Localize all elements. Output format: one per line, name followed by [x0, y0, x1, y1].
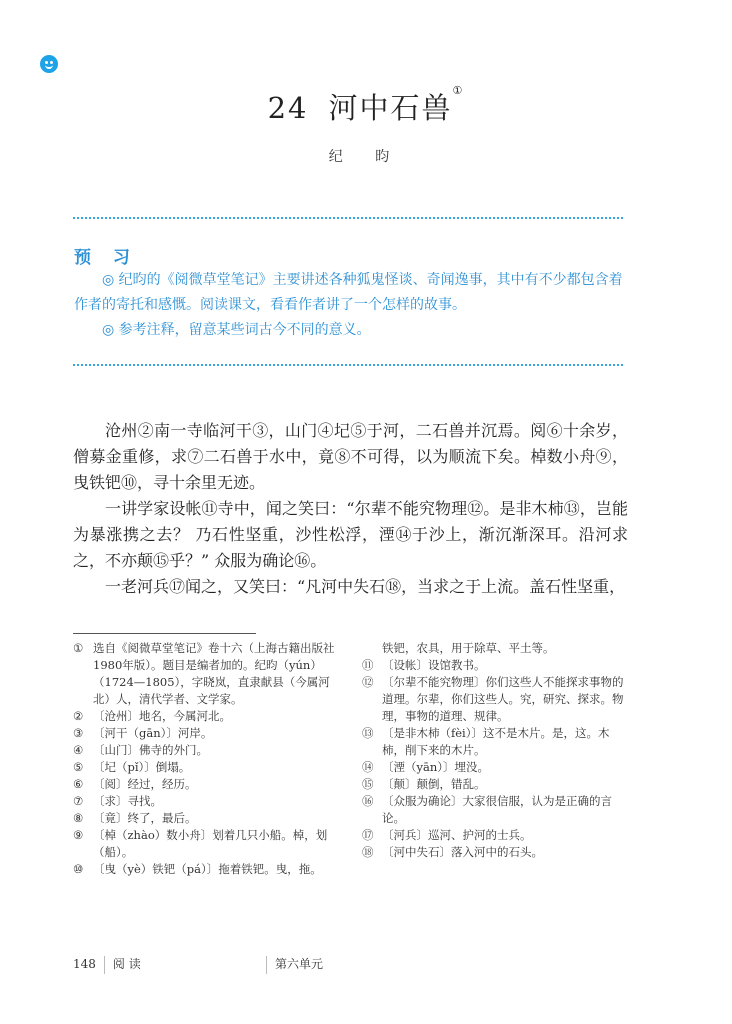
preview-top-divider	[73, 217, 623, 219]
lesson-title	[0, 86, 732, 127]
footnote: ⑰ 〔河兵〕巡河、护河的士兵。	[362, 828, 532, 842]
preview-box	[74, 268, 626, 343]
paragraph: 沧州②南一寺临河干③，山门④圮⑤于河，二石兽并沉焉。阅⑥十余岁，僧募金重修，求⑦二石兽于水中，竟⑧不可得，以为顺流下矣。棹数小舟⑨，曳铁钯⑩，寻十余里无迹。	[73, 421, 628, 492]
paragraph: 一讲学家设帐⑪寺中，闻之笑曰：“尔辈不能究物理⑫。是非木柿⑬，岂能为暴涨携之去？ 乃石性坚重，沙性松浮，湮⑭于沙上，渐沉渐深耳。沿河求之，不亦颠⑮乎？” 众服为确论⑯。	[73, 499, 628, 570]
footnote: ⑩ 〔曳（yè）铁钯（pá）〕拖着铁钯。曳，拖。	[73, 862, 322, 876]
unit-label: 第六单元	[275, 957, 324, 971]
footnote: ⑪ 〔设帐〕设馆教书。	[362, 658, 486, 672]
preview-bottom-divider	[73, 364, 623, 366]
page-number: 148	[73, 957, 96, 971]
page-footer	[73, 955, 141, 974]
unit-footer	[266, 955, 323, 974]
footnotes-right	[362, 640, 627, 861]
footnote-rule	[73, 633, 256, 634]
footnote: ⑦ 〔求〕寻找。	[73, 794, 162, 808]
footnote: ⑬ 〔是非木柿（fèi）〕这不是木片。是，这。木柿，削下来的木片。	[362, 726, 610, 757]
preview-heading: 预 习	[74, 248, 138, 268]
footnote: ⑭ 〔湮（yān）〕埋没。	[362, 760, 490, 774]
author: 纪 昀	[328, 149, 404, 165]
footnote: ⑫ 〔尔辈不能究物理〕你们这些人不能探求事物的道理。尔辈，你们这些人。究，研究、探求。物理，事物的道理、规律。	[362, 675, 624, 723]
footer-divider	[104, 956, 105, 974]
lesson-title-text: 河中石兽	[328, 91, 453, 125]
footnote: ③ 〔河干（gān）〕河岸。	[73, 726, 213, 740]
footnote: ⑥ 〔阅〕经过，经历。	[73, 777, 197, 791]
footnote: ⑱ 〔河中失石〕落入河中的石头。	[362, 845, 543, 859]
section-label: 阅 读	[112, 957, 141, 971]
footnote: ④ 〔山门〕佛寺的外门。	[73, 743, 208, 757]
lesson-number: 24	[267, 91, 309, 125]
footnote: ⑯ 〔众服为确论〕大家很信服，认为是正确的言论。	[362, 794, 612, 825]
footnote: ② 〔沧州〕地名，今属河北。	[73, 709, 231, 723]
footnote: ① 选自《阅微草堂笔记》卷十六（上海古籍出版社1980年版）。题目是编者加的。纪昀（yún）（1724—1805），字晓岚，直隶献县（今属河北）人，清代学者、文学家。	[73, 641, 335, 706]
preview-item: ◎ 纪昀的《阅微草堂笔记》主要讲述各种狐鬼怪谈、奇闻逸事，其中有不少都包含着作者的寄托和感慨。阅读课文，看看作者讲了一个怎样的故事。	[74, 272, 623, 313]
footnote: ⑮ 〔颠〕颠倒，错乱。	[362, 777, 486, 791]
footnote: ⑤ 〔圮（pǐ）〕倒塌。	[73, 760, 191, 774]
footnotes-left	[73, 640, 343, 878]
footnote: ⑨ 〔棹（zhào）数小舟〕划着几只小船。棹，划（船）。	[73, 828, 328, 859]
main-text	[73, 418, 628, 600]
footnote: ⑧ 〔竟〕终了，最后。	[73, 811, 197, 825]
paragraph: 一老河兵⑰闻之，又笑曰：“凡河中失石⑱，当求之于上流。盖石性坚重，	[105, 577, 626, 596]
footnote: 铁钯，农具，用于除草、平土等。	[382, 641, 555, 655]
footer-divider	[266, 956, 267, 974]
title-note-mark: ①	[452, 84, 465, 97]
smiley-icon	[40, 55, 58, 73]
preview-item: ◎ 参考注释，留意某些词古今不同的意义。	[102, 322, 371, 338]
